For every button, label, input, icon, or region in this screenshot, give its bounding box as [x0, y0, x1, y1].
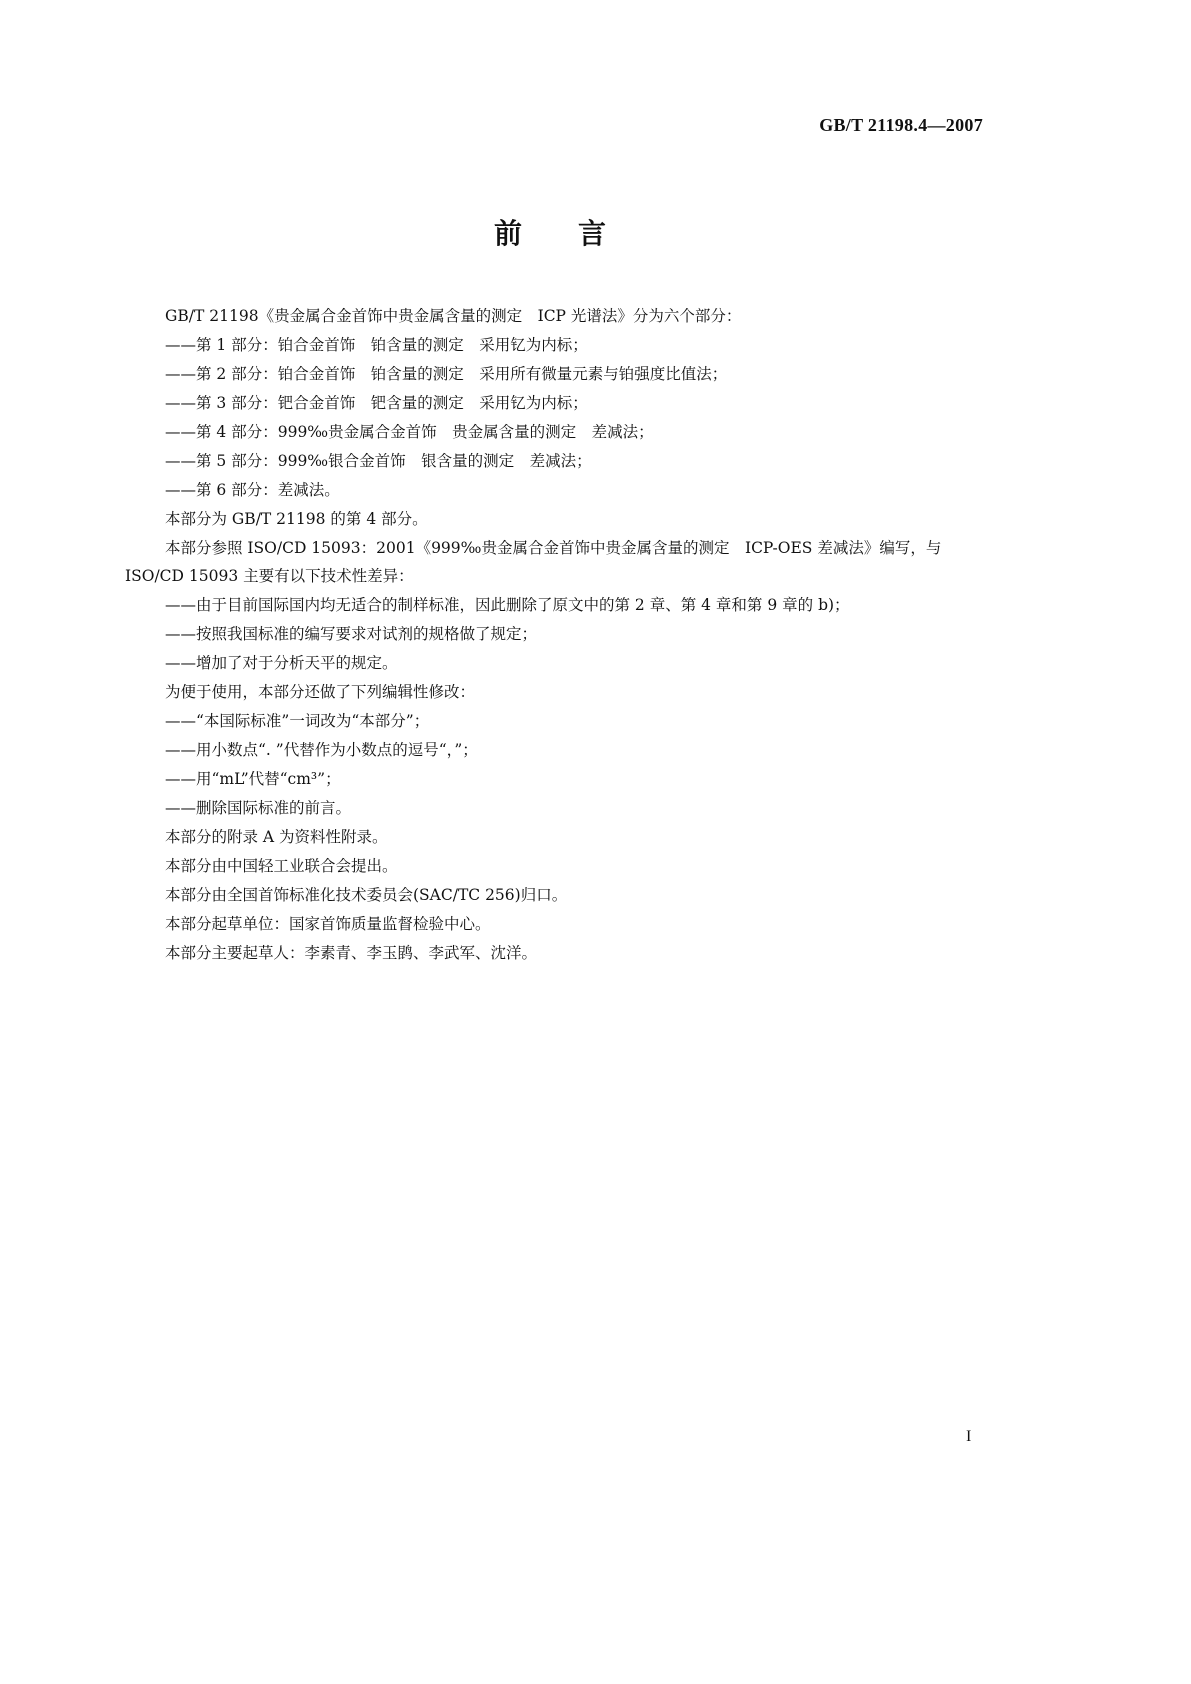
- committee-statement: 本部分由全国首饰标准化技术委员会(SAC/TC 256)归口。: [165, 886, 568, 904]
- page-number: I: [966, 1428, 972, 1445]
- editorial-change-item: ——删除国际标准的前言。: [165, 799, 352, 817]
- tech-diff-item: ——按照我国标准的编写要求对试剂的规格做了规定；: [165, 625, 538, 643]
- part-list-item: ——第 3 部分：钯合金首饰 钯含量的测定 采用钇为内标；: [165, 394, 588, 412]
- this-part-statement: 本部分为 GB/T 21198 的第 4 部分。: [165, 510, 428, 528]
- foreword-body: [125, 302, 985, 968]
- proposer-statement: 本部分由中国轻工业联合会提出。: [165, 857, 398, 875]
- annex-statement: 本部分的附录 A 为资料性附录。: [165, 828, 388, 846]
- tech-diff-item: ——增加了对于分析天平的规定。: [165, 654, 398, 672]
- part-list-item: ——第 5 部分：999‰银合金首饰 银含量的测定 差减法；: [165, 452, 592, 470]
- drafting-unit-statement: 本部分起草单位：国家首饰质量监督检验中心。: [165, 915, 491, 933]
- reference-paragraph: 本部分参照 ISO/CD 15093：2001《999‰贵金属合金首饰中贵金属含量的测定 ICP-OES 差减法》编写，与 ISO/CD 15093 主要有以下技术性差异：: [125, 539, 947, 585]
- intro-paragraph: GB/T 21198《贵金属合金首饰中贵金属含量的测定 ICP 光谱法》分为六个部分：: [165, 307, 742, 325]
- editorial-change-item: ——用“mL”代替“cm³”；: [165, 770, 341, 788]
- part-list-item: ——第 4 部分：999‰贵金属合金首饰 贵金属含量的测定 差减法；: [165, 423, 654, 441]
- editorial-change-item: ——用小数点“. ”代替作为小数点的逗号“，”；: [165, 741, 478, 759]
- part-list-item: ——第 6 部分：差减法。: [165, 481, 340, 499]
- editorial-change-item: ——“本国际标准”一词改为“本部分”；: [165, 712, 430, 730]
- editorial-intro: 为便于使用，本部分还做了下列编辑性修改：: [165, 683, 476, 701]
- drafters-statement: 本部分主要起草人：李素青、李玉鹍、李武军、沈洋。: [165, 944, 538, 962]
- page-title: 前言: [493, 217, 662, 250]
- part-list-item: ——第 2 部分：铂合金首饰 铂含量的测定 采用所有微量元素与铂强度比值法；: [165, 365, 728, 383]
- standard-number: GB/T 21198.4—2007: [819, 115, 983, 135]
- part-list-item: ——第 1 部分：铂合金首饰 铂含量的测定 采用钇为内标；: [165, 336, 588, 354]
- tech-diff-item: ——由于目前国际国内均无适合的制样标准，因此删除了原文中的第 2 章、第 4 章和第 9 章的 b)；: [165, 596, 850, 614]
